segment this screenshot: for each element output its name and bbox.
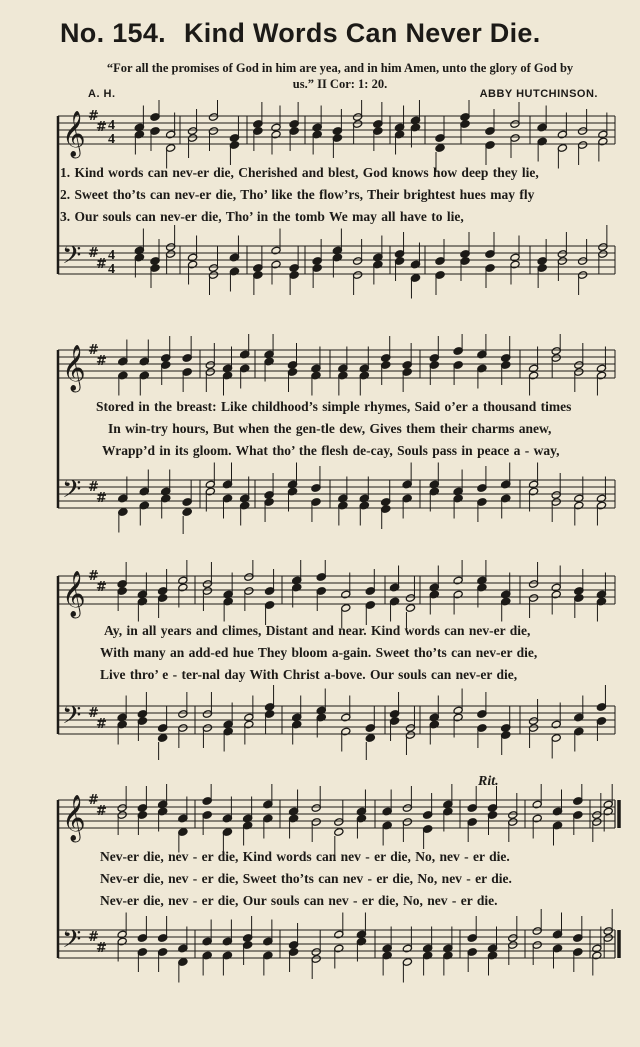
sharp-icon: # bbox=[96, 804, 107, 819]
treble-clef-icon: 𝄞 bbox=[62, 111, 86, 157]
note-head bbox=[182, 508, 192, 517]
note-head bbox=[158, 734, 168, 743]
lyric-line: Wrapp’d in its gloom. What tho’ the flesh de-cay, Souls pass in peace a - way, bbox=[102, 443, 560, 458]
lyric-line: Ay, in all years and climes, Distant and near. Kind words can nev-er die, bbox=[104, 623, 531, 638]
scripture-epigraph: “For all the promises of God in him are yea, and in him Amen, unto the glory of God by us.” II Cor: 1: 20. bbox=[106, 61, 574, 91]
time-signature-bottom: 4 bbox=[108, 262, 115, 277]
ritardando-marking: Rit. bbox=[478, 774, 499, 789]
lyric-line: Nev-er die, nev - er die, Kind words can nev - er die, No, nev - er die. bbox=[100, 849, 510, 864]
bass-clef-icon: 𝄢 bbox=[62, 475, 82, 510]
staff-notation bbox=[0, 784, 640, 994]
sharp-icon: # bbox=[88, 109, 99, 124]
sharp-icon: # bbox=[88, 480, 99, 495]
sharp-icon: # bbox=[96, 580, 107, 595]
bass-clef-icon: 𝄢 bbox=[62, 241, 82, 276]
composer-credit: ABBY HUTCHINSON. bbox=[479, 88, 598, 100]
note-head bbox=[405, 604, 415, 613]
lyric-line: Nev-er die, nev - er die, Sweet tho’ts can nev - er die, No, nev - er die. bbox=[100, 871, 512, 886]
sharp-icon: # bbox=[96, 354, 107, 369]
sharp-icon: # bbox=[96, 257, 107, 272]
lyric-line: 2. Sweet tho’ts can nev-er die, Tho’ like the flow’rs, Their brightest hues may fly bbox=[60, 187, 535, 202]
hymn-title bbox=[60, 18, 620, 49]
sharp-icon: # bbox=[96, 491, 107, 506]
note-head bbox=[365, 734, 375, 743]
lyric-line: 3. Our souls can nev-er die, Tho’ in the tomb We may all have to lie, bbox=[60, 209, 464, 224]
sharp-icon: # bbox=[88, 246, 99, 261]
time-signature-top: 4 bbox=[108, 118, 115, 133]
author-credit: A. H. bbox=[88, 88, 116, 100]
time-signature-top: 4 bbox=[108, 248, 115, 263]
lyric-line: Stored in the breast: Like childhood’s simple rhymes, Said o’er a thousand times bbox=[96, 399, 572, 414]
hymn-number: No. 154. bbox=[60, 18, 166, 48]
time-signature-bottom: 4 bbox=[108, 132, 115, 147]
note-head bbox=[334, 828, 344, 837]
hymn-name: Kind Words Can Never Die. bbox=[183, 18, 541, 48]
music-system-4 bbox=[0, 784, 640, 994]
sharp-icon: # bbox=[88, 793, 99, 808]
treble-clef-icon: 𝄞 bbox=[62, 571, 86, 617]
lyric-line: In win-try hours, But when the gen-tle dew, Gives them their charms anew, bbox=[108, 421, 552, 436]
sharp-icon: # bbox=[88, 569, 99, 584]
sharp-icon: # bbox=[88, 706, 99, 721]
treble-clef-icon: 𝄞 bbox=[62, 795, 86, 841]
sharp-icon: # bbox=[88, 930, 99, 945]
lyric-line: With many an add-ed hue They bloom a-gain. Sweet tho’ts can nev-er die, bbox=[100, 645, 538, 660]
sharp-icon: # bbox=[96, 717, 107, 732]
lyric-line: Live thro’ e - ter-nal day With Christ a-bove. Our souls can nev-er die, bbox=[100, 667, 518, 682]
treble-clef-icon: 𝄞 bbox=[62, 345, 86, 391]
sharp-icon: # bbox=[96, 120, 107, 135]
bass-clef-icon: 𝄢 bbox=[62, 925, 82, 960]
sharp-icon: # bbox=[88, 343, 99, 358]
lyric-line: 1. Kind words can nev-er die, Cherished and blest, God knows how deep they lie, bbox=[60, 165, 539, 180]
sharp-icon: # bbox=[96, 941, 107, 956]
note-head bbox=[435, 144, 445, 153]
bass-clef-icon: 𝄢 bbox=[62, 701, 82, 736]
lyric-line: Nev-er die, nev - er die, Our souls can nev - er die, No, nev - er die. bbox=[100, 893, 498, 908]
